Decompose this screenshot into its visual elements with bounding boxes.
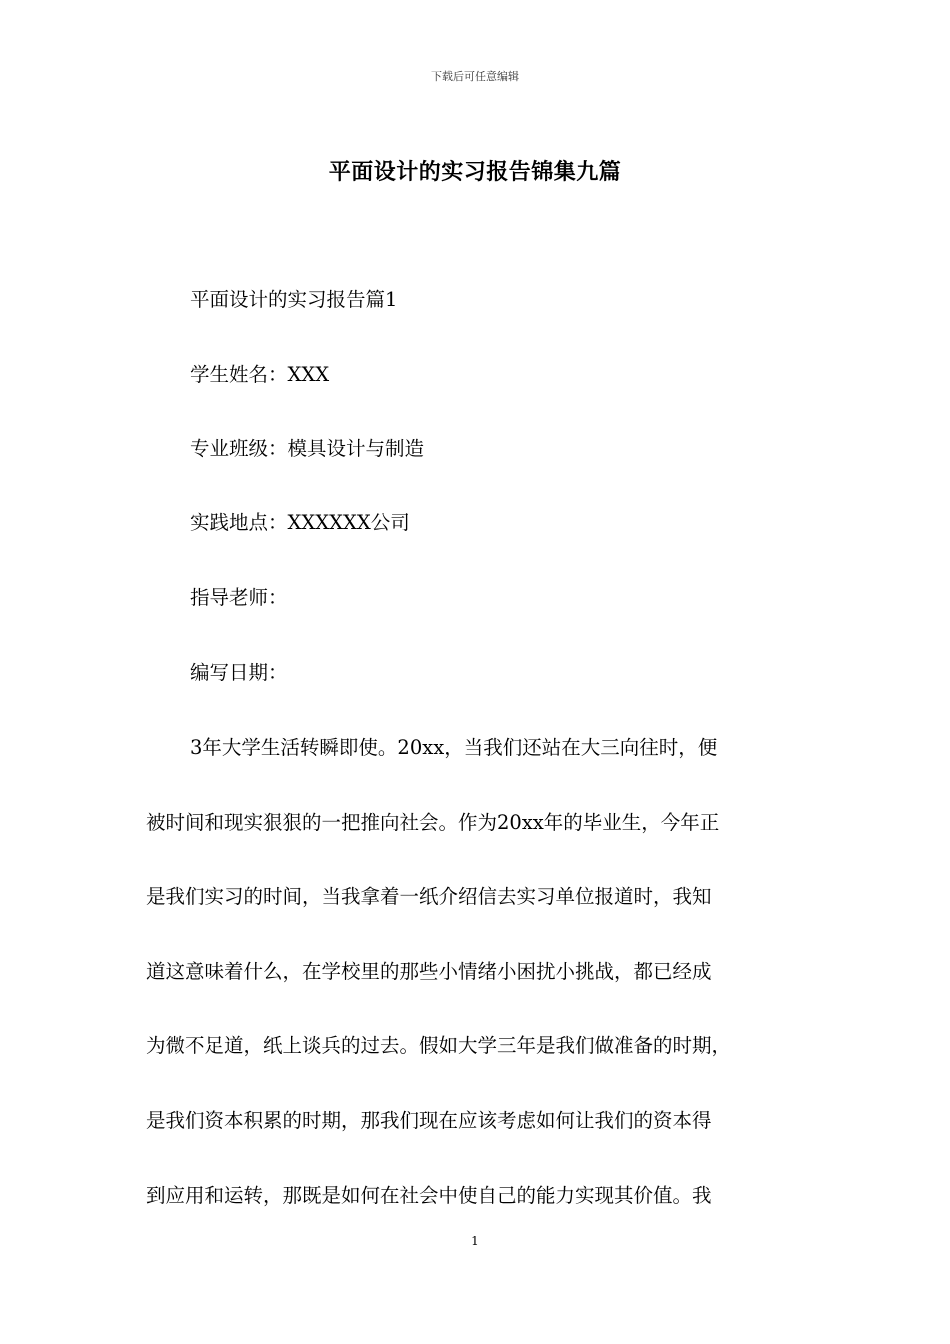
document-title: 平面设计的实习报告锦集九篇	[328, 159, 622, 185]
header-note: 下载后可任意编辑	[431, 70, 519, 83]
major-class-field: 专业班级：模具设计与制造	[190, 437, 425, 460]
write-date-field: 编写日期：	[190, 661, 288, 684]
body-line: 为微不足道，纸上谈兵的过去。假如大学三年是我们做准备的时期，	[146, 1034, 732, 1057]
body-line: 被时间和现实狠狠的一把推向社会。作为20xx年的毕业生，今年正	[146, 811, 720, 834]
section-heading: 平面设计的实习报告篇1	[190, 288, 398, 311]
body-line: 是我们资本积累的时期，那我们现在应该考虑如何让我们的资本得	[146, 1109, 712, 1132]
advisor-field: 指导老师：	[190, 586, 288, 609]
body-line: 道这意味着什么，在学校里的那些小情绪小困扰小挑战，都已经成	[146, 960, 712, 983]
body-line: 是我们实习的时间，当我拿着一纸介绍信去实习单位报道时，我知	[146, 885, 712, 908]
body-line: 到应用和运转，那既是如何在社会中使自己的能力实现其价值。我	[146, 1184, 712, 1207]
body-line: 3年大学生活转瞬即使。20xx，当我们还站在大三向往时，便	[190, 736, 718, 759]
student-name-field: 学生姓名：XXX	[190, 363, 330, 386]
practice-location-field: 实践地点：XXXXXX公司	[190, 511, 410, 534]
page-number: 1	[471, 1234, 479, 1248]
